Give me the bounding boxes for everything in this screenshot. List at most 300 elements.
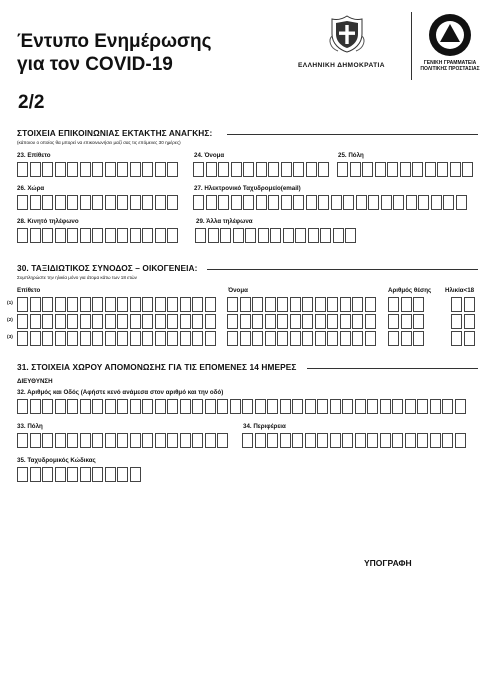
char-box[interactable]: [105, 195, 116, 210]
char-box[interactable]: [117, 195, 128, 210]
char-box[interactable]: [142, 314, 153, 329]
char-box[interactable]: [195, 228, 206, 243]
companion-2-age[interactable]: [451, 314, 476, 329]
char-box[interactable]: [256, 195, 267, 210]
char-box[interactable]: [356, 195, 367, 210]
char-box[interactable]: [206, 195, 217, 210]
char-box[interactable]: [80, 297, 91, 312]
char-box[interactable]: [80, 399, 91, 414]
char-box[interactable]: [355, 433, 366, 448]
char-box[interactable]: [130, 467, 141, 482]
emergency-email-field[interactable]: [193, 195, 468, 210]
char-box[interactable]: [267, 433, 278, 448]
char-box[interactable]: [331, 195, 342, 210]
char-box[interactable]: [252, 297, 263, 312]
char-box[interactable]: [406, 195, 417, 210]
char-box[interactable]: [167, 297, 178, 312]
char-box[interactable]: [456, 195, 467, 210]
char-box[interactable]: [277, 297, 288, 312]
char-box[interactable]: [167, 228, 178, 243]
char-box[interactable]: [167, 399, 178, 414]
char-box[interactable]: [142, 433, 153, 448]
char-box[interactable]: [265, 314, 276, 329]
char-box[interactable]: [55, 228, 66, 243]
char-box[interactable]: [92, 314, 103, 329]
char-box[interactable]: [340, 297, 351, 312]
emergency-country-field[interactable]: [17, 195, 180, 210]
char-box[interactable]: [55, 399, 66, 414]
char-box[interactable]: [167, 331, 178, 346]
char-box[interactable]: [327, 297, 338, 312]
char-box[interactable]: [180, 433, 191, 448]
char-box[interactable]: [355, 399, 366, 414]
char-box[interactable]: [30, 331, 41, 346]
char-box[interactable]: [42, 195, 53, 210]
char-box[interactable]: [80, 331, 91, 346]
char-box[interactable]: [365, 331, 376, 346]
char-box[interactable]: [42, 228, 53, 243]
char-box[interactable]: [242, 399, 253, 414]
companion-1-age[interactable]: [451, 297, 476, 312]
companion-3-surname[interactable]: [17, 331, 217, 346]
char-box[interactable]: [462, 162, 473, 177]
char-box[interactable]: [451, 314, 462, 329]
char-box[interactable]: [388, 297, 399, 312]
char-box[interactable]: [293, 162, 304, 177]
char-box[interactable]: [80, 433, 91, 448]
companion-2-surname[interactable]: [17, 314, 217, 329]
char-box[interactable]: [67, 433, 78, 448]
char-box[interactable]: [306, 195, 317, 210]
char-box[interactable]: [205, 331, 216, 346]
char-box[interactable]: [55, 297, 66, 312]
char-box[interactable]: [418, 195, 429, 210]
char-box[interactable]: [240, 331, 251, 346]
char-box[interactable]: [315, 331, 326, 346]
char-box[interactable]: [193, 195, 204, 210]
char-box[interactable]: [105, 314, 116, 329]
char-box[interactable]: [155, 162, 166, 177]
char-box[interactable]: [17, 467, 28, 482]
iso-city-field[interactable]: [17, 433, 230, 448]
char-box[interactable]: [413, 297, 424, 312]
char-box[interactable]: [155, 297, 166, 312]
char-box[interactable]: [17, 162, 28, 177]
char-box[interactable]: [192, 399, 203, 414]
char-box[interactable]: [443, 195, 454, 210]
char-box[interactable]: [268, 195, 279, 210]
char-box[interactable]: [451, 297, 462, 312]
char-box[interactable]: [142, 297, 153, 312]
emergency-city-field[interactable]: [337, 162, 475, 177]
char-box[interactable]: [130, 228, 141, 243]
char-box[interactable]: [17, 331, 28, 346]
char-box[interactable]: [217, 399, 228, 414]
companion-2-seat[interactable]: [388, 314, 426, 329]
char-box[interactable]: [317, 399, 328, 414]
char-box[interactable]: [431, 195, 442, 210]
char-box[interactable]: [105, 162, 116, 177]
char-box[interactable]: [292, 399, 303, 414]
char-box[interactable]: [167, 433, 178, 448]
char-box[interactable]: [283, 228, 294, 243]
char-box[interactable]: [277, 331, 288, 346]
char-box[interactable]: [130, 162, 141, 177]
char-box[interactable]: [92, 467, 103, 482]
region-field[interactable]: [242, 433, 467, 448]
char-box[interactable]: [295, 228, 306, 243]
char-box[interactable]: [17, 195, 28, 210]
char-box[interactable]: [243, 195, 254, 210]
companion-1-surname[interactable]: [17, 297, 217, 312]
char-box[interactable]: [42, 399, 53, 414]
char-box[interactable]: [305, 433, 316, 448]
char-box[interactable]: [67, 331, 78, 346]
char-box[interactable]: [318, 195, 329, 210]
char-box[interactable]: [413, 314, 424, 329]
char-box[interactable]: [55, 467, 66, 482]
street-field[interactable]: [17, 399, 467, 414]
char-box[interactable]: [155, 228, 166, 243]
companion-3-age[interactable]: [451, 331, 476, 346]
char-box[interactable]: [17, 399, 28, 414]
char-box[interactable]: [180, 314, 191, 329]
char-box[interactable]: [305, 399, 316, 414]
char-box[interactable]: [192, 297, 203, 312]
char-box[interactable]: [17, 314, 28, 329]
char-box[interactable]: [155, 314, 166, 329]
char-box[interactable]: [80, 467, 91, 482]
char-box[interactable]: [330, 433, 341, 448]
char-box[interactable]: [337, 162, 348, 177]
char-box[interactable]: [352, 314, 363, 329]
char-box[interactable]: [155, 433, 166, 448]
char-box[interactable]: [327, 314, 338, 329]
emergency-other-phone-field[interactable]: [195, 228, 358, 243]
char-box[interactable]: [290, 331, 301, 346]
char-box[interactable]: [387, 162, 398, 177]
char-box[interactable]: [130, 399, 141, 414]
char-box[interactable]: [17, 433, 28, 448]
char-box[interactable]: [105, 467, 116, 482]
char-box[interactable]: [315, 297, 326, 312]
char-box[interactable]: [67, 314, 78, 329]
char-box[interactable]: [340, 331, 351, 346]
char-box[interactable]: [218, 195, 229, 210]
char-box[interactable]: [67, 195, 78, 210]
char-box[interactable]: [281, 162, 292, 177]
char-box[interactable]: [227, 314, 238, 329]
char-box[interactable]: [343, 195, 354, 210]
char-box[interactable]: [30, 433, 41, 448]
char-box[interactable]: [455, 399, 466, 414]
char-box[interactable]: [292, 433, 303, 448]
char-box[interactable]: [42, 467, 53, 482]
char-box[interactable]: [290, 314, 301, 329]
char-box[interactable]: [117, 297, 128, 312]
char-box[interactable]: [350, 162, 361, 177]
char-box[interactable]: [105, 331, 116, 346]
char-box[interactable]: [55, 314, 66, 329]
char-box[interactable]: [450, 162, 461, 177]
char-box[interactable]: [342, 399, 353, 414]
char-box[interactable]: [205, 314, 216, 329]
char-box[interactable]: [380, 433, 391, 448]
char-box[interactable]: [80, 195, 91, 210]
char-box[interactable]: [388, 314, 399, 329]
companion-3-seat[interactable]: [388, 331, 426, 346]
char-box[interactable]: [340, 314, 351, 329]
char-box[interactable]: [302, 331, 313, 346]
char-box[interactable]: [30, 162, 41, 177]
char-box[interactable]: [92, 433, 103, 448]
char-box[interactable]: [192, 331, 203, 346]
char-box[interactable]: [142, 399, 153, 414]
char-box[interactable]: [205, 297, 216, 312]
char-box[interactable]: [227, 297, 238, 312]
char-box[interactable]: [240, 297, 251, 312]
char-box[interactable]: [327, 331, 338, 346]
char-box[interactable]: [352, 297, 363, 312]
char-box[interactable]: [117, 331, 128, 346]
char-box[interactable]: [430, 433, 441, 448]
char-box[interactable]: [230, 399, 241, 414]
char-box[interactable]: [256, 162, 267, 177]
emergency-name-field[interactable]: [193, 162, 331, 177]
char-box[interactable]: [442, 433, 453, 448]
char-box[interactable]: [105, 433, 116, 448]
char-box[interactable]: [142, 195, 153, 210]
char-box[interactable]: [293, 195, 304, 210]
char-box[interactable]: [117, 162, 128, 177]
char-box[interactable]: [67, 162, 78, 177]
char-box[interactable]: [193, 162, 204, 177]
char-box[interactable]: [455, 433, 466, 448]
char-box[interactable]: [92, 399, 103, 414]
char-box[interactable]: [255, 433, 266, 448]
char-box[interactable]: [227, 331, 238, 346]
char-box[interactable]: [80, 228, 91, 243]
char-box[interactable]: [240, 314, 251, 329]
char-box[interactable]: [368, 195, 379, 210]
char-box[interactable]: [265, 331, 276, 346]
char-box[interactable]: [30, 195, 41, 210]
char-box[interactable]: [30, 228, 41, 243]
char-box[interactable]: [243, 162, 254, 177]
char-box[interactable]: [392, 433, 403, 448]
char-box[interactable]: [130, 314, 141, 329]
char-box[interactable]: [464, 331, 475, 346]
char-box[interactable]: [92, 162, 103, 177]
char-box[interactable]: [155, 399, 166, 414]
char-box[interactable]: [30, 314, 41, 329]
char-box[interactable]: [220, 228, 231, 243]
char-box[interactable]: [367, 433, 378, 448]
char-box[interactable]: [401, 297, 412, 312]
char-box[interactable]: [252, 314, 263, 329]
char-box[interactable]: [365, 297, 376, 312]
postal-field[interactable]: [17, 467, 142, 482]
char-box[interactable]: [413, 331, 424, 346]
char-box[interactable]: [42, 331, 53, 346]
char-box[interactable]: [352, 331, 363, 346]
char-box[interactable]: [105, 228, 116, 243]
char-box[interactable]: [117, 399, 128, 414]
char-box[interactable]: [277, 314, 288, 329]
char-box[interactable]: [233, 228, 244, 243]
char-box[interactable]: [30, 467, 41, 482]
char-box[interactable]: [55, 162, 66, 177]
char-box[interactable]: [231, 195, 242, 210]
char-box[interactable]: [315, 314, 326, 329]
char-box[interactable]: [393, 195, 404, 210]
char-box[interactable]: [417, 433, 428, 448]
char-box[interactable]: [333, 228, 344, 243]
char-box[interactable]: [381, 195, 392, 210]
char-box[interactable]: [302, 297, 313, 312]
char-box[interactable]: [155, 331, 166, 346]
char-box[interactable]: [345, 228, 356, 243]
char-box[interactable]: [67, 228, 78, 243]
char-box[interactable]: [117, 433, 128, 448]
companion-1-seat[interactable]: [388, 297, 426, 312]
char-box[interactable]: [192, 433, 203, 448]
char-box[interactable]: [425, 162, 436, 177]
char-box[interactable]: [55, 195, 66, 210]
char-box[interactable]: [308, 228, 319, 243]
char-box[interactable]: [217, 433, 228, 448]
char-box[interactable]: [180, 399, 191, 414]
char-box[interactable]: [255, 399, 266, 414]
char-box[interactable]: [130, 195, 141, 210]
char-box[interactable]: [92, 228, 103, 243]
char-box[interactable]: [400, 162, 411, 177]
char-box[interactable]: [30, 399, 41, 414]
char-box[interactable]: [388, 331, 399, 346]
char-box[interactable]: [218, 162, 229, 177]
char-box[interactable]: [142, 162, 153, 177]
char-box[interactable]: [130, 297, 141, 312]
char-box[interactable]: [167, 162, 178, 177]
char-box[interactable]: [142, 228, 153, 243]
char-box[interactable]: [180, 297, 191, 312]
char-box[interactable]: [405, 433, 416, 448]
char-box[interactable]: [464, 314, 475, 329]
char-box[interactable]: [320, 228, 331, 243]
char-box[interactable]: [401, 314, 412, 329]
char-box[interactable]: [155, 195, 166, 210]
emergency-mobile-field[interactable]: [17, 228, 180, 243]
char-box[interactable]: [92, 331, 103, 346]
char-box[interactable]: [42, 433, 53, 448]
char-box[interactable]: [42, 162, 53, 177]
char-box[interactable]: [412, 162, 423, 177]
char-box[interactable]: [208, 228, 219, 243]
char-box[interactable]: [365, 314, 376, 329]
char-box[interactable]: [42, 297, 53, 312]
char-box[interactable]: [405, 399, 416, 414]
char-box[interactable]: [318, 162, 329, 177]
char-box[interactable]: [105, 297, 116, 312]
char-box[interactable]: [17, 228, 28, 243]
char-box[interactable]: [130, 433, 141, 448]
char-box[interactable]: [392, 399, 403, 414]
char-box[interactable]: [245, 228, 256, 243]
char-box[interactable]: [42, 314, 53, 329]
char-box[interactable]: [417, 399, 428, 414]
char-box[interactable]: [342, 433, 353, 448]
char-box[interactable]: [265, 297, 276, 312]
char-box[interactable]: [130, 331, 141, 346]
char-box[interactable]: [67, 467, 78, 482]
char-box[interactable]: [252, 331, 263, 346]
char-box[interactable]: [280, 399, 291, 414]
char-box[interactable]: [92, 297, 103, 312]
char-box[interactable]: [17, 297, 28, 312]
char-box[interactable]: [30, 297, 41, 312]
char-box[interactable]: [317, 433, 328, 448]
companion-1-name[interactable]: [227, 297, 377, 312]
char-box[interactable]: [280, 433, 291, 448]
char-box[interactable]: [330, 399, 341, 414]
char-box[interactable]: [258, 228, 269, 243]
char-box[interactable]: [231, 162, 242, 177]
char-box[interactable]: [80, 162, 91, 177]
char-box[interactable]: [80, 314, 91, 329]
char-box[interactable]: [117, 228, 128, 243]
companion-2-name[interactable]: [227, 314, 377, 329]
char-box[interactable]: [167, 314, 178, 329]
char-box[interactable]: [281, 195, 292, 210]
char-box[interactable]: [306, 162, 317, 177]
char-box[interactable]: [437, 162, 448, 177]
char-box[interactable]: [362, 162, 373, 177]
char-box[interactable]: [375, 162, 386, 177]
char-box[interactable]: [367, 399, 378, 414]
char-box[interactable]: [451, 331, 462, 346]
char-box[interactable]: [67, 399, 78, 414]
char-box[interactable]: [290, 297, 301, 312]
char-box[interactable]: [142, 331, 153, 346]
char-box[interactable]: [442, 399, 453, 414]
char-box[interactable]: [92, 195, 103, 210]
char-box[interactable]: [401, 331, 412, 346]
char-box[interactable]: [206, 162, 217, 177]
char-box[interactable]: [242, 433, 253, 448]
char-box[interactable]: [117, 314, 128, 329]
char-box[interactable]: [270, 228, 281, 243]
char-box[interactable]: [267, 399, 278, 414]
char-box[interactable]: [380, 399, 391, 414]
char-box[interactable]: [302, 314, 313, 329]
char-box[interactable]: [167, 195, 178, 210]
char-box[interactable]: [205, 399, 216, 414]
char-box[interactable]: [105, 399, 116, 414]
char-box[interactable]: [205, 433, 216, 448]
companion-3-name[interactable]: [227, 331, 377, 346]
signature-label: ΥΠΟΓΡΑΦΗ: [364, 558, 412, 568]
char-box[interactable]: [430, 399, 441, 414]
char-box[interactable]: [67, 297, 78, 312]
char-box[interactable]: [55, 331, 66, 346]
char-box[interactable]: [192, 314, 203, 329]
char-box[interactable]: [464, 297, 475, 312]
char-box[interactable]: [117, 467, 128, 482]
char-box[interactable]: [55, 433, 66, 448]
emergency-surname-field[interactable]: [17, 162, 180, 177]
char-box[interactable]: [180, 331, 191, 346]
char-box[interactable]: [268, 162, 279, 177]
